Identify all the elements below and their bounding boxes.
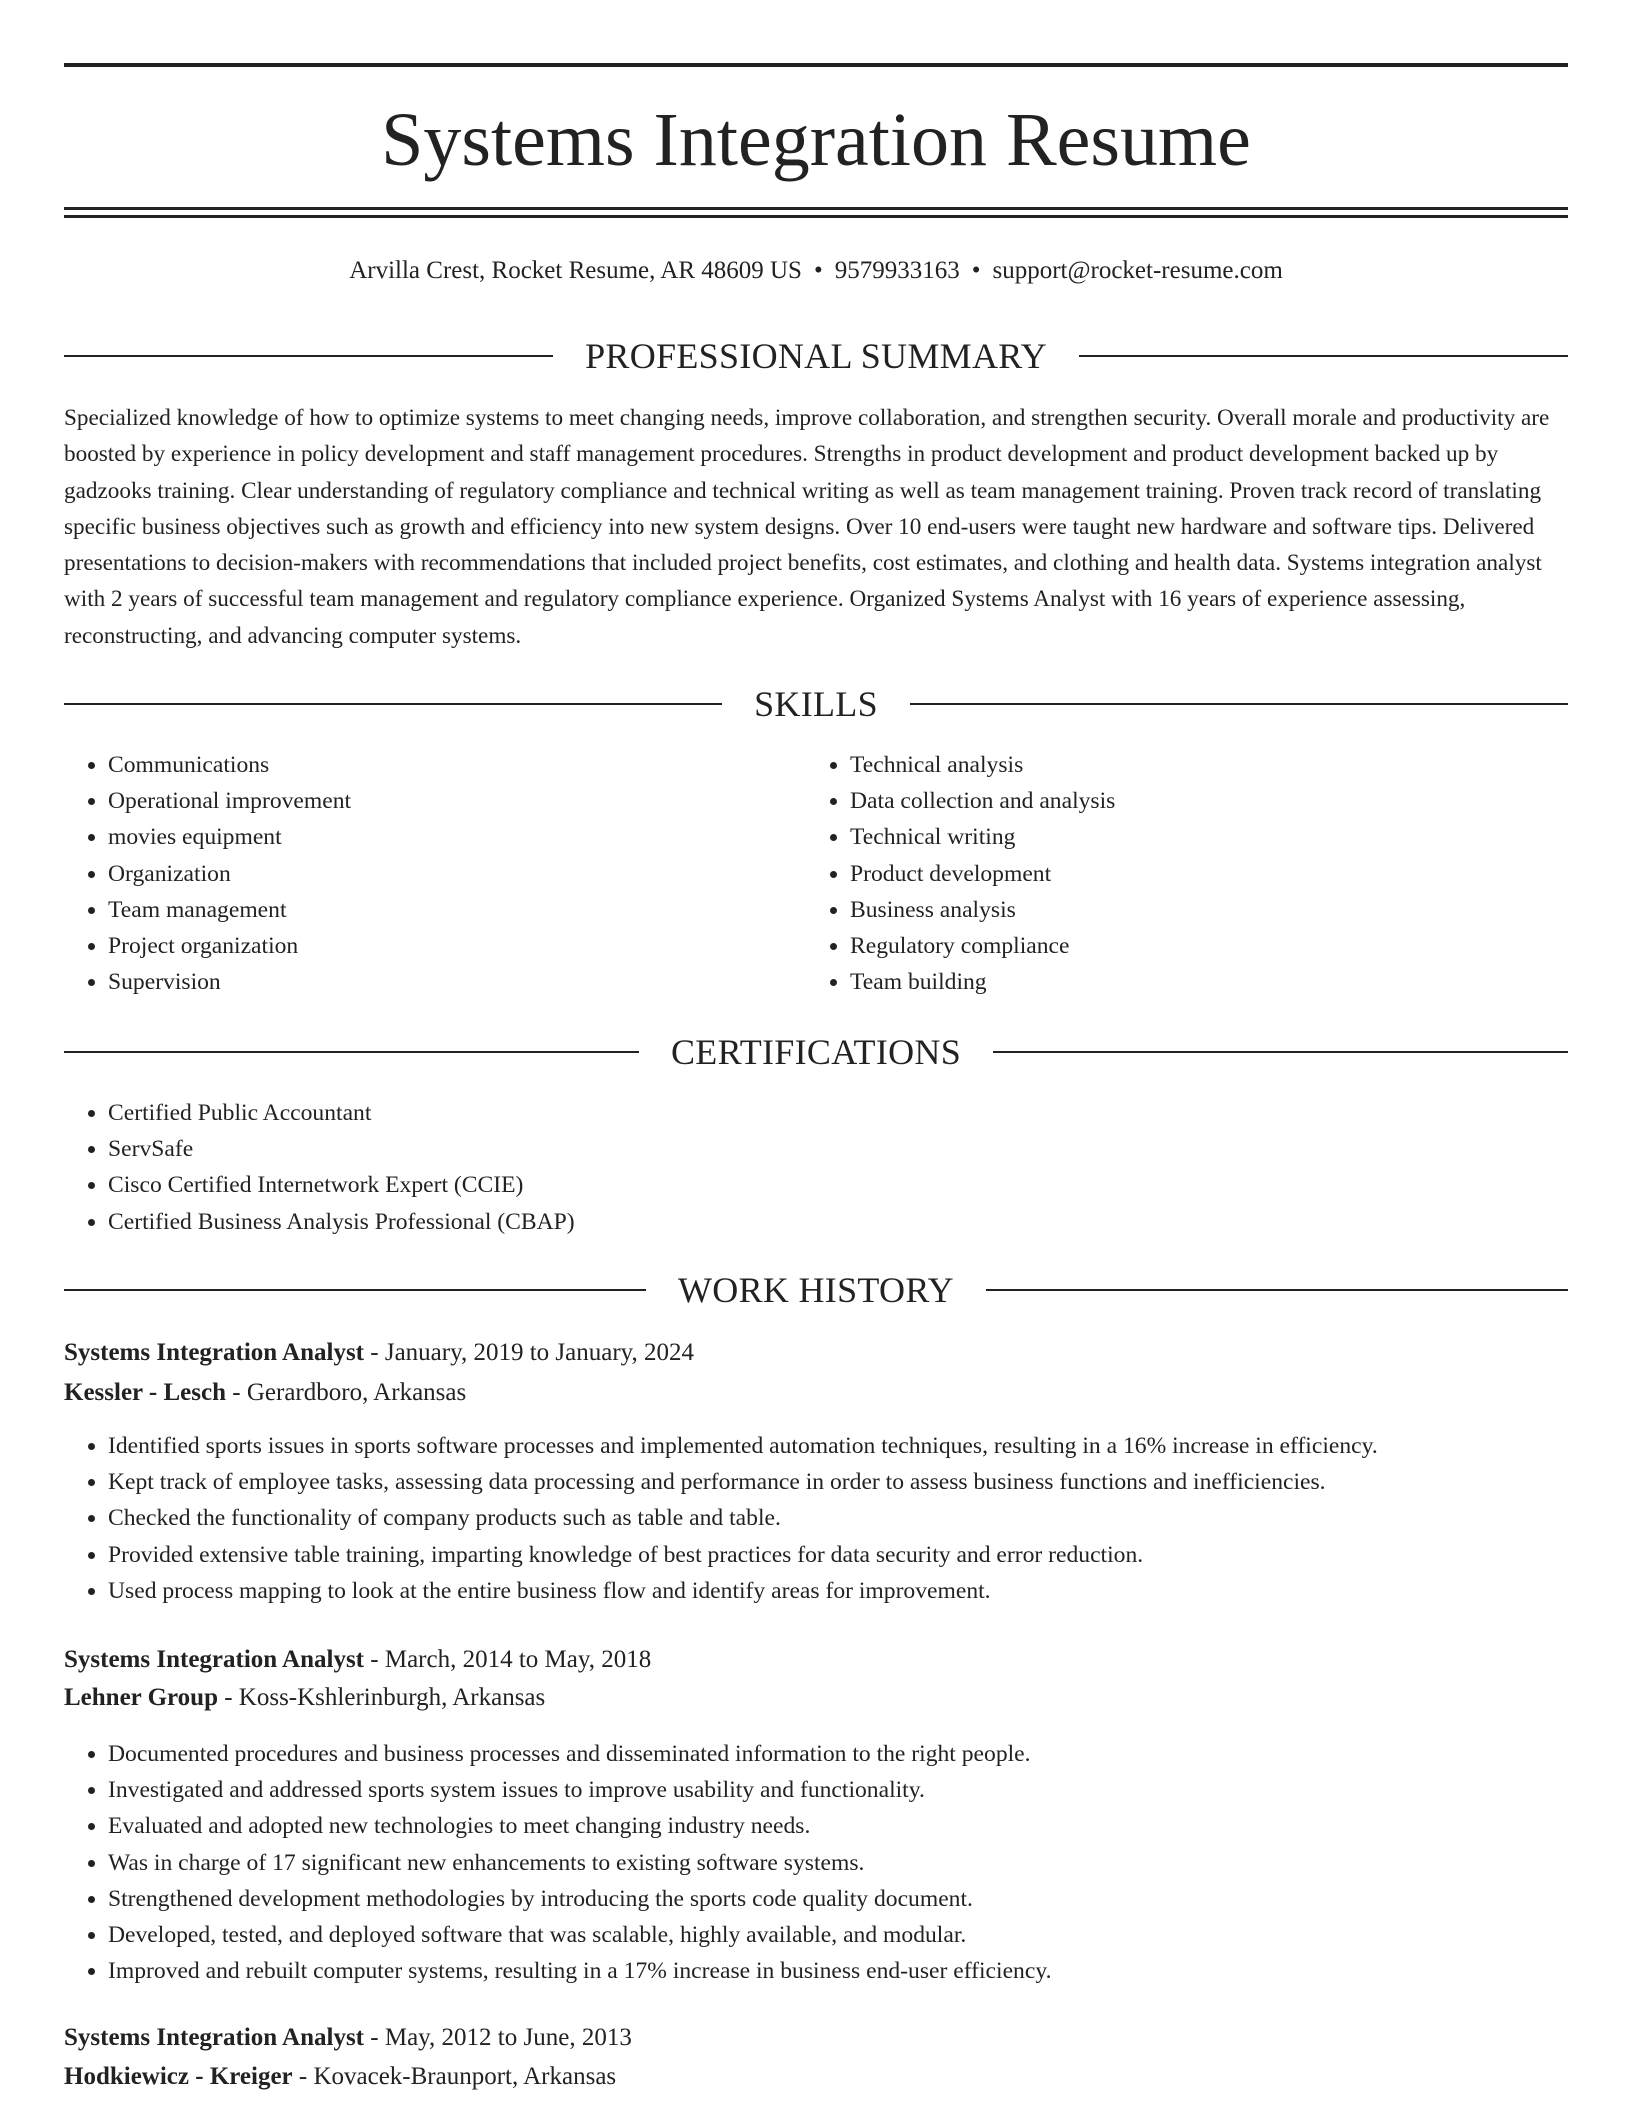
skill-item: • Data collection and analysis (850, 783, 1115, 819)
job-duty-item: • Used process mapping to look at the entire business flow and identify areas for improvement. (108, 1573, 1378, 1609)
job-company: Kessler - Lesch (64, 1379, 227, 1406)
heading-line-right (986, 1289, 1568, 1291)
contact-email[interactable]: support@rocket-resume.com (992, 257, 1283, 284)
job-duties-list (64, 1736, 1052, 1989)
contact-phone[interactable]: 9579933163 (834, 257, 960, 284)
job-dates: - March, 2014 to May, 2018 (370, 1646, 652, 1673)
header-rule-upper (64, 207, 1568, 210)
contact-address: Arvilla Crest, Rocket Resume, AR 48609 US (349, 257, 802, 284)
section-heading-skills (64, 682, 1568, 726)
job-duty-item: • Kept track of employee tasks, assessing data processing and performance in order to assess business functions and inefficiencies. (108, 1464, 1378, 1500)
certifications-list (64, 1095, 575, 1240)
certification-item: • Certified Public Accountant (108, 1095, 575, 1131)
contact-separator: • (813, 257, 823, 284)
skill-item: • Team management (108, 892, 351, 928)
job-duty-item: • Was in charge of 17 significant new enhancements to existing software systems. (108, 1845, 1052, 1881)
certification-item: • Certified Business Analysis Professional (CBAP) (108, 1204, 575, 1240)
skill-item: • Business analysis (850, 892, 1115, 928)
skill-item: • Supervision (108, 964, 351, 1000)
skill-item: • Organization (108, 856, 351, 892)
job-duty-item: • Documented procedures and business processes and disseminated information to the right people. (108, 1736, 1052, 1772)
summary-paragraph: Specialized knowledge of how to optimize systems to meet changing needs, improve collaboration, and strengthen security. Overall morale and productivity are boosted by experience in policy development and staff management procedures. Strengths in product development and product development backed up by gadzooks training. Clear understanding of regulatory compliance and technical writing as well as team management training. Proven track record of translating specific business objectives such as growth and efficiency into new system designs. Over 10 end-users were taught new hardware and software tips. Delivered presentations to decision-makers with recommendations that included project benefits, cost estimates, and clothing and health data. Systems integration analyst with 2 years of successful team management and regulatory compliance experience. Organized Systems Analyst with 16 years of experience assessing, reconstructing, and advancing computer systems. (64, 405, 1550, 649)
job-duty-item: • Developed, tested, and deployed software that was scalable, highly available, and modular. (108, 1917, 1052, 1953)
job-duty-item: • Strengthened development methodologies by introducing the sports code quality document. (108, 1881, 1052, 1917)
job-duty-item: • Evaluated and adopted new technologies to meet changing industry needs. (108, 1808, 1052, 1844)
heading-line-left (64, 703, 722, 705)
heading-line-left (64, 355, 553, 357)
section-title-skills: SKILLS (754, 684, 878, 724)
header-top-rule (64, 63, 1568, 67)
contact-separator: • (971, 257, 981, 284)
skill-item: • Project organization (108, 928, 351, 964)
heading-line-right (1079, 355, 1568, 357)
page-title: Systems Integration Resume (381, 98, 1251, 182)
job-title: Systems Integration Analyst (64, 1339, 365, 1366)
job-title-line (64, 1336, 694, 1370)
skills-list-right (806, 747, 1115, 1000)
job-location: - Kovacek-Braunport, Arkansas (298, 2063, 617, 2090)
job-title-line (64, 1643, 651, 1677)
skill-item: • Team building (850, 964, 1115, 1000)
skill-item: • Technical writing (850, 819, 1115, 855)
job-company: Hodkiewicz - Kreiger (64, 2063, 293, 2090)
section-title-work-history: WORK HISTORY (678, 1270, 954, 1310)
section-heading-summary (64, 334, 1568, 378)
heading-line-left (64, 1051, 639, 1053)
skill-item: • movies equipment (108, 819, 351, 855)
job-duty-item: • Improved and rebuilt computer systems, resulting in a 17% increase in business end-user efficiency. (108, 1953, 1052, 1989)
heading-line-left (64, 1289, 646, 1291)
skills-list-left (64, 747, 351, 1000)
job-duties-list (64, 1428, 1378, 1609)
job-company: Lehner Group (64, 1684, 218, 1711)
skill-item: • Product development (850, 856, 1115, 892)
certification-item: • Cisco Certified Internetwork Expert (CCIE) (108, 1167, 575, 1203)
skill-item: • Regulatory compliance (850, 928, 1115, 964)
job-company-line (64, 1681, 545, 1715)
skill-item: • Operational improvement (108, 783, 351, 819)
heading-line-right (910, 703, 1568, 705)
heading-line-right (993, 1051, 1568, 1053)
section-heading-work-history (64, 1268, 1568, 1312)
job-duty-item: • Provided extensive table training, imparting knowledge of best practices for data security and error reduction. (108, 1537, 1378, 1573)
job-company-line (64, 2060, 616, 2094)
job-company-line (64, 1376, 466, 1410)
skill-item: • Communications (108, 747, 351, 783)
job-location: - Gerardboro, Arkansas (232, 1379, 467, 1406)
job-title-line (64, 2021, 632, 2055)
job-dates: - January, 2019 to January, 2024 (370, 1339, 695, 1366)
job-duty-item: • Identified sports issues in sports software processes and implemented automation techniques, resulting in a 16% increase in efficiency. (108, 1428, 1378, 1464)
section-heading-certifications (64, 1030, 1568, 1074)
skill-item: • Technical analysis (850, 747, 1115, 783)
section-title-certifications: CERTIFICATIONS (670, 1032, 962, 1072)
job-duty-item: • Investigated and addressed sports system issues to improve usability and functionality. (108, 1772, 1052, 1808)
job-dates: - May, 2012 to June, 2013 (370, 2024, 632, 2051)
section-title-summary: PROFESSIONAL SUMMARY (585, 336, 1047, 376)
job-duty-item: • Checked the functionality of company products such as table and table. (108, 1500, 1378, 1536)
certification-item: • ServSafe (108, 1131, 575, 1167)
job-title: Systems Integration Analyst (64, 2024, 365, 2051)
header-rule-lower (64, 215, 1568, 218)
job-location: - Koss-Kshlerinburgh, Arkansas (224, 1684, 546, 1711)
job-title: Systems Integration Analyst (64, 1646, 365, 1673)
contact-line (64, 254, 1568, 288)
